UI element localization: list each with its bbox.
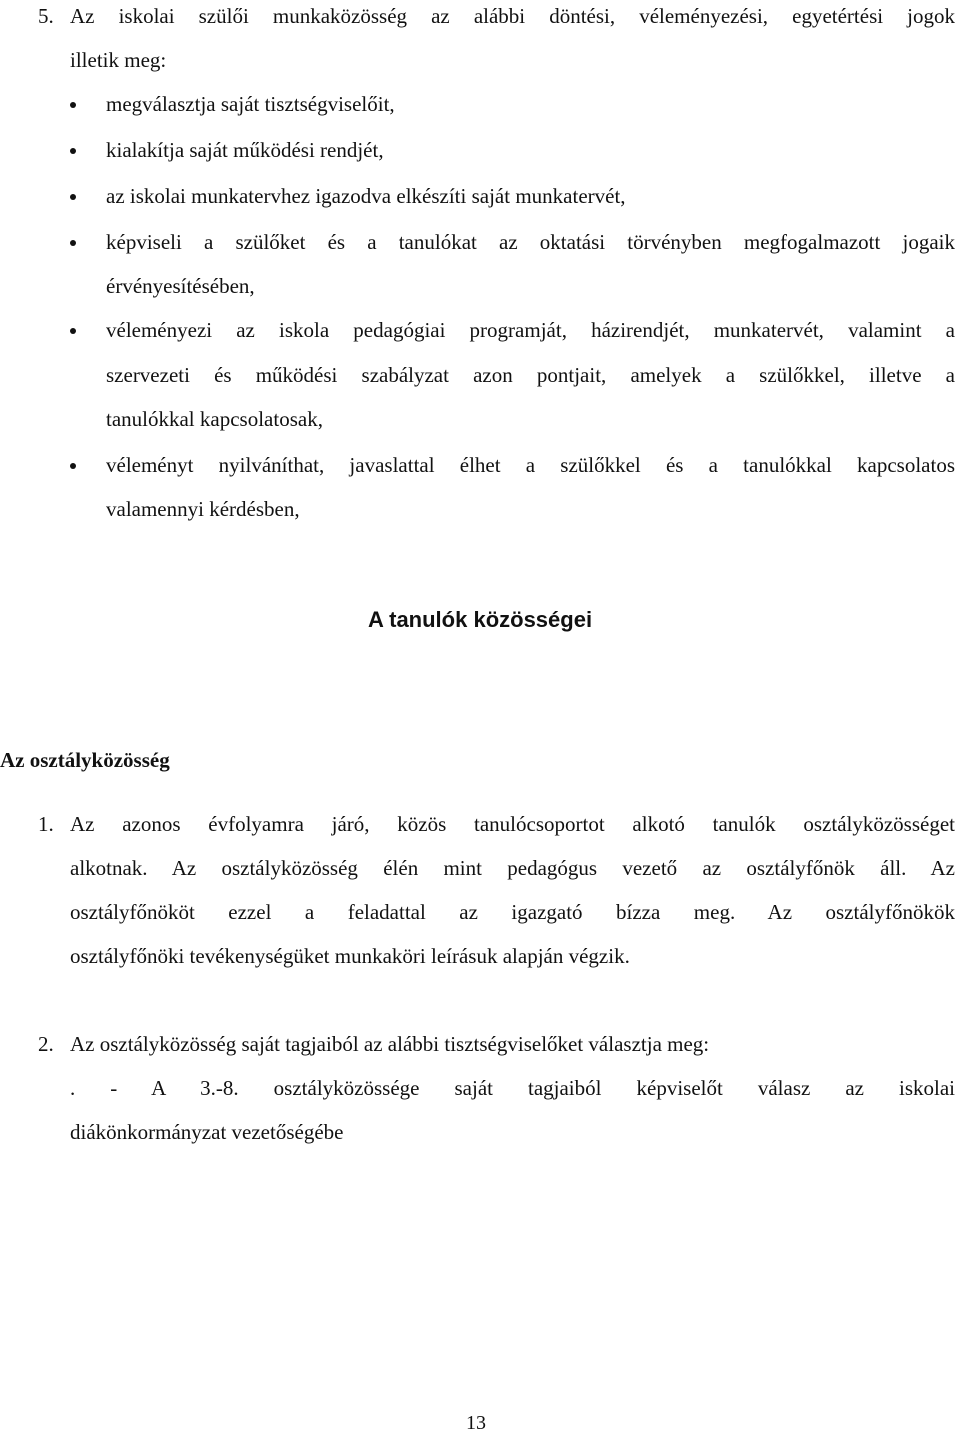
bullet-icon xyxy=(70,463,76,469)
bullet-icon xyxy=(70,148,76,154)
bullet-icon xyxy=(70,328,76,334)
bullet-5-line-3: tanulókkal kapcsolatosak, xyxy=(106,407,323,431)
section-heading: A tanulók közösségei xyxy=(367,607,593,632)
bullet-2-line-1: kialakítja saját működési rendjét, xyxy=(106,138,384,162)
bullet-4-line-2: érvényesítésében, xyxy=(106,274,255,298)
section-5-intro-line-1: Az iskolai szülői munkaközösség az alábbi döntési, véleményezési, egyetértési jogok xyxy=(70,4,955,28)
item-1-line-2: alkotnak. Az osztályközösség élén mint pedagógus vezető az osztályfőnök áll. Az xyxy=(70,856,955,880)
item-2-line-3: diákönkormányzat vezetőségébe xyxy=(70,1120,344,1144)
bullet-1-line-1: megválasztja saját tisztségviselőit, xyxy=(106,92,395,116)
item-1-line-1: Az azonos évfolyamra járó, közös tanulócsoportot alkotó tanulók osztályközösséget xyxy=(70,812,955,836)
bullet-6-line-2: valamennyi kérdésben, xyxy=(106,497,300,521)
item-2-line-1: Az osztályközösség saját tagjaiból az alábbi tisztségviselőket választja meg: xyxy=(70,1032,710,1056)
bullet-4-line-1: képviseli a szülőket és a tanulókat az oktatási törvényben megfogalmazott jogaik xyxy=(106,230,955,254)
item-1-number: 1. xyxy=(38,812,54,836)
item-2-line-2: . - A 3.-8. osztályközössége saját tagjaiból képviselőt válasz az iskolai xyxy=(70,1076,955,1100)
bullet-6-line-1: véleményt nyilváníthat, javaslattal élhet a szülőkkel és a tanulókkal kapcsolatos xyxy=(106,453,955,477)
bullet-3-line-1: az iskolai munkatervhez igazodva elkészíti saját munkatervét, xyxy=(106,184,626,208)
section-5-number: 5. xyxy=(38,4,54,28)
page-number: 13 xyxy=(466,1412,486,1434)
section-5-intro-line-2: illetik meg: xyxy=(70,48,167,72)
subsection-heading: Az osztályközösség xyxy=(0,748,170,772)
bullet-icon xyxy=(70,194,76,200)
item-2-number: 2. xyxy=(38,1032,54,1056)
bullet-5-line-1: véleményezi az iskola pedagógiai programját, házirendjét, munkatervét, valamint a xyxy=(106,318,955,342)
bullet-icon xyxy=(70,240,76,246)
item-1-line-3: osztályfőnököt ezzel a feladattal az igazgató bízza meg. Az osztályfőnökök xyxy=(70,900,955,924)
bullet-icon xyxy=(70,102,76,108)
item-1-line-4: osztályfőnöki tevékenységüket munkaköri leírásuk alapján végzik. xyxy=(70,944,630,968)
bullet-5-line-2: szervezeti és működési szabályzat azon pontjait, amelyek a szülőkkel, illetve a xyxy=(106,363,955,387)
